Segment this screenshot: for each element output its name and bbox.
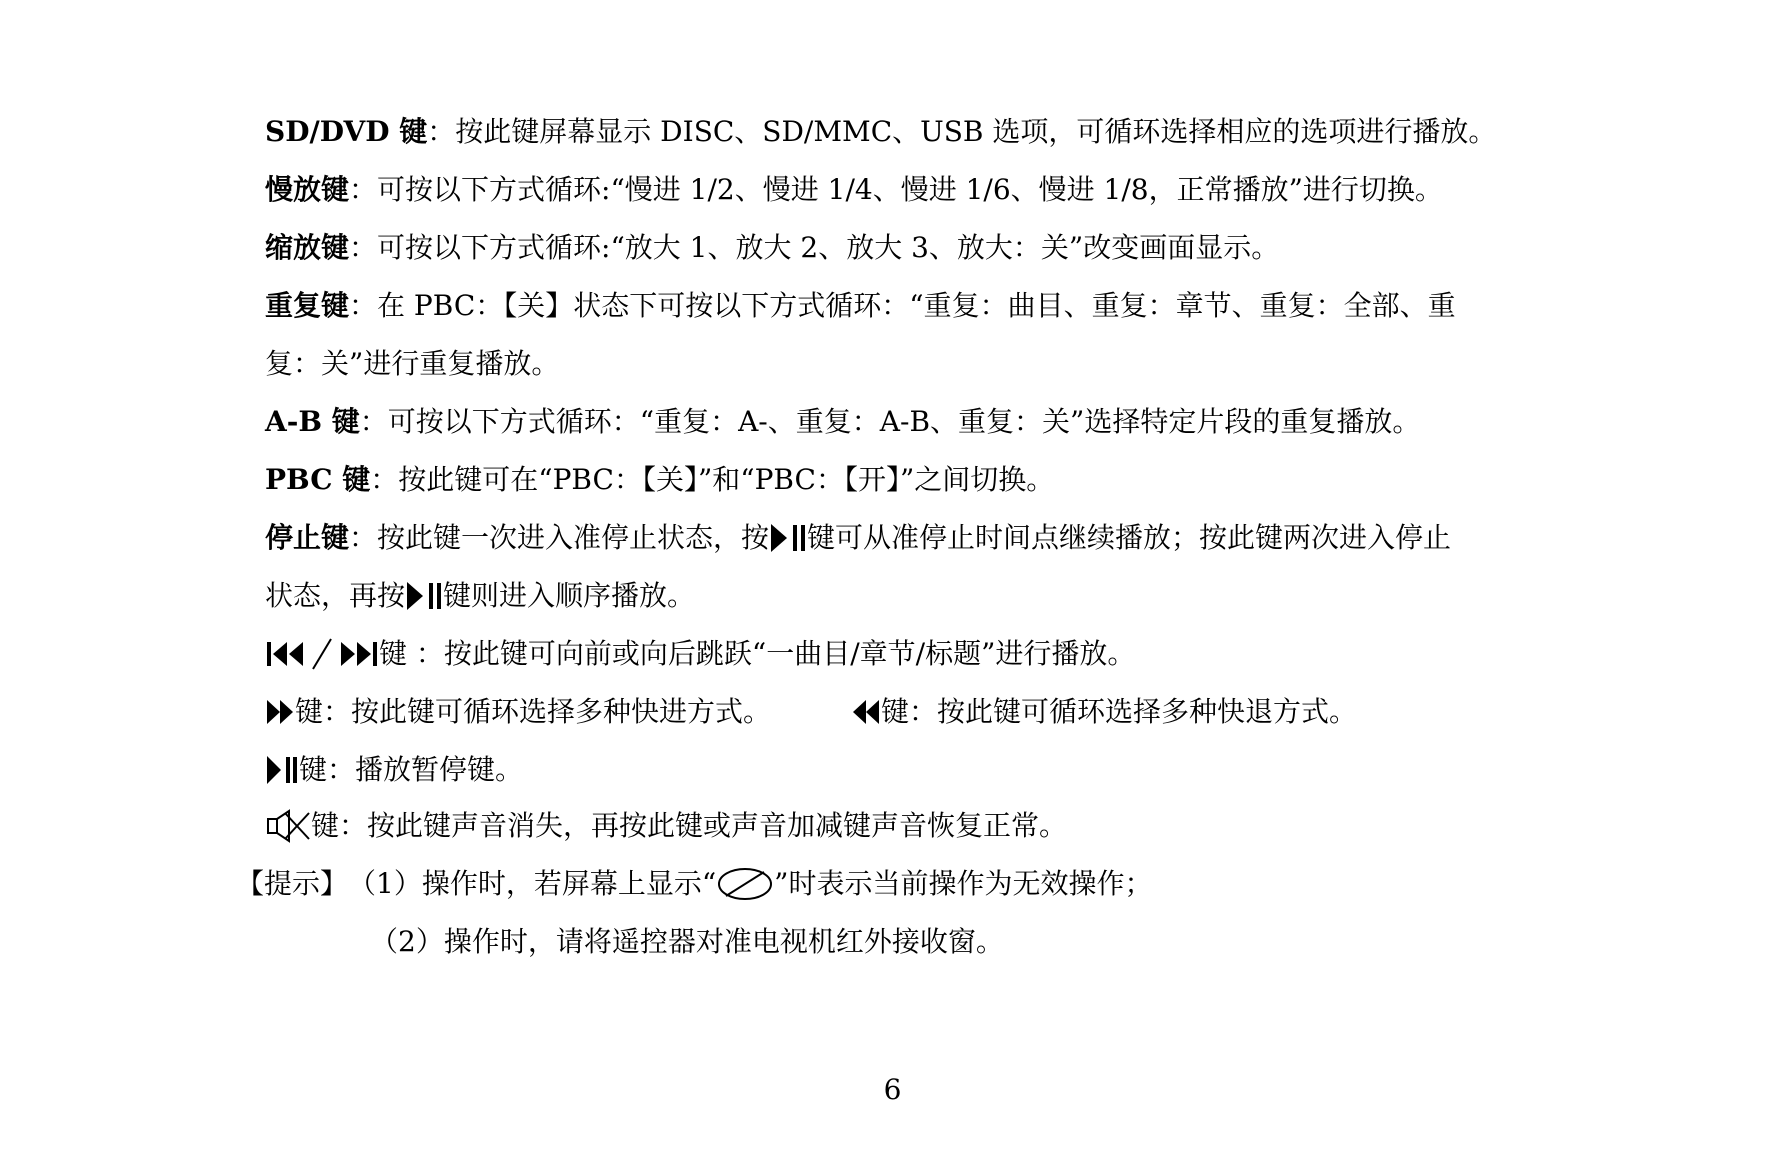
- desc-mute: 键：按此键声音消失，再按此键或声音加减键声音恢复正常。: [311, 809, 1068, 842]
- line-sd-dvd: [265, 112, 1496, 152]
- key-label-stop: 停止键: [265, 521, 350, 554]
- tip-text-1a: （1）操作时，若屏幕上显示“: [348, 867, 717, 900]
- line-play-pause: [265, 750, 523, 790]
- desc-slow: ：可按以下方式循环:“慢进 1/2、慢进 1/4、慢进 1/6、慢进 1/8，正常播放”进行切换。: [349, 173, 1443, 206]
- fast-forward-icon: [265, 698, 295, 726]
- line-ff-rew: [265, 692, 1357, 732]
- line-mute: [265, 806, 1067, 846]
- key-label-pbc: PBC 键: [265, 463, 371, 496]
- desc-repeat-1: ：在 PBC：【关】状态下可按以下方式循环：“重复：曲目、重复：章节、重复：全部、重: [349, 289, 1456, 322]
- tip-label: 【提示】: [236, 867, 349, 900]
- desc-stop-1a: ：按此键一次进入准停止状态，按: [349, 521, 770, 554]
- desc-ab: ：可按以下方式循环：“重复：A-、重复：A-B、重复：关”选择特定片段的重复播放。: [359, 405, 1421, 438]
- desc-stop-1b: 键可从准停止时间点继续播放；按此键两次进入停止: [807, 521, 1452, 554]
- line-ab: [265, 402, 1420, 442]
- line-tip-2: [370, 922, 1004, 962]
- tip-text-1b: ”时表示当前操作为无效操作；: [774, 867, 1153, 900]
- desc-repeat-2: 复：关”进行重复播放。: [265, 347, 560, 380]
- line-skip: [265, 634, 1135, 674]
- key-label-sd-dvd: SD/DVD 键: [265, 115, 428, 148]
- play-pause-icon: [769, 522, 807, 554]
- desc-zoom: ：可按以下方式循环:“放大 1、放大 2、放大 3、放大：关”改变画面显示。: [349, 231, 1280, 264]
- line-repeat-1: [265, 286, 1456, 326]
- line-stop-1: [265, 518, 1451, 558]
- skip-next-icon: [337, 639, 379, 669]
- tip-text-2: （2）操作时，请将遥控器对准电视机红外接收窗。: [370, 925, 1004, 958]
- desc-play-pause: 键：播放暂停键。: [299, 753, 524, 786]
- key-label-slow: 慢放键: [265, 173, 350, 206]
- desc-rew: 键：按此键可循环选择多种快退方式。: [881, 695, 1358, 728]
- mute-icon: [265, 809, 311, 843]
- line-zoom: [265, 228, 1279, 268]
- key-label-ab: A-B 键: [265, 405, 360, 438]
- key-label-repeat: 重复键: [265, 289, 350, 322]
- slash-separator-icon: [307, 637, 337, 671]
- play-pause-icon: [405, 580, 443, 612]
- invalid-icon: [716, 866, 774, 902]
- line-tip-1: [236, 864, 1152, 904]
- line-repeat-2: [265, 344, 559, 384]
- skip-prev-icon: [265, 639, 307, 669]
- line-slow: [265, 170, 1443, 210]
- desc-stop-2a: 状态，再按: [265, 579, 406, 612]
- key-label-zoom: 缩放键: [265, 231, 350, 264]
- page-number: 6: [883, 1073, 902, 1106]
- desc-ff: 键：按此键可循环选择多种快进方式。: [295, 695, 772, 728]
- desc-sd-dvd: ：按此键屏幕显示 DISC、SD/MMC、USB 选项，可循环选择相应的选项进行播放。: [427, 115, 1497, 148]
- desc-stop-2b: 键则进入顺序播放。: [443, 579, 696, 612]
- desc-skip: 键 ：按此键可向前或向后跳跃“一曲目/章节/标题”进行播放。: [379, 637, 1136, 670]
- line-stop-2: [265, 576, 695, 616]
- rewind-icon: [851, 698, 881, 726]
- play-pause-icon: [265, 754, 299, 786]
- line-pbc: [265, 460, 1054, 500]
- desc-pbc: ：按此键可在“PBC：【关】”和“PBC：【开】”之间切换。: [370, 463, 1055, 496]
